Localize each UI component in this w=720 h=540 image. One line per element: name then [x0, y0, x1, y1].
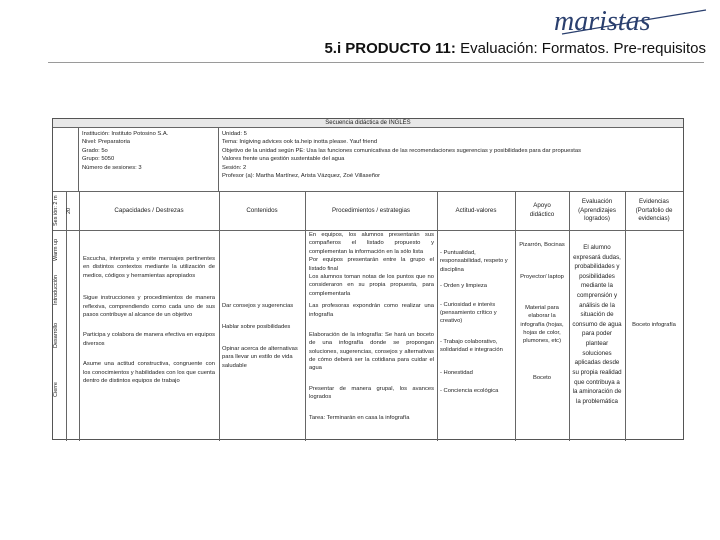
header-apoyo: Apoyo didáctico	[529, 202, 555, 218]
row-label-cierre: Cierre	[53, 382, 59, 398]
row-label-warmup: Warm up	[53, 238, 59, 262]
title-rest: Evaluación: Formatos. Pre-requisitos	[460, 40, 706, 57]
slide-number: 5.i	[324, 40, 342, 57]
group-line: Grupo: 5050	[82, 156, 115, 163]
actitud-item: - Trabajo colaborativo, solidaridad e integración	[440, 338, 503, 354]
apoyo-column	[517, 241, 567, 439]
header-divider	[48, 62, 704, 63]
procedimiento-item: Por equipos presentarán entre la grupo el listado final	[309, 257, 434, 272]
objective-line: Objetivo de la unidad según PE: Usa las funciones comunicativas de las recomendaciones sugerencias y posibilidades para dar propuestas	[222, 147, 581, 154]
contenidos-column	[222, 302, 302, 438]
slide-header	[0, 0, 720, 62]
header-actitud: Actitud-valores	[455, 206, 497, 214]
procedimiento-item: Presentar de manera grupal, los avances logrados	[309, 385, 434, 401]
actitud-column	[440, 249, 513, 439]
session-line: Sesión: 2	[222, 164, 247, 171]
topic-line: Tema: Inigiving advices ook ta.heip inotta please. Yauf friend	[222, 139, 378, 146]
capacidad-item: Asume una actitud constructiva, congruente con los conocimientos y habilidades con los que cuenta dentro de distintos equipos de trabajo	[83, 361, 215, 384]
header-capacidades: Capacidades / Destrezas	[114, 206, 184, 214]
level-line: Nivel: Preparatoria	[82, 139, 131, 146]
evaluacion-cell: El alumno expresará dudas, probabilidades y posibilidades mediante la comprensión y análisis de la situación de consumo de agua para poder plantear soluciones aplicadas desde su propia realidad que contribuya a la aminoración de la problemática	[572, 244, 622, 405]
row-label-session-min: 20	[66, 207, 72, 215]
row-label-desarrollo: Desarrollo	[53, 322, 59, 348]
procedimiento-item: Los alumnos toman notas de los puntos que no consideraron en su propia propuesta, para complementarla	[309, 273, 434, 297]
procedimiento-item: Las profesoras expondrán como realizar una infografía	[309, 303, 434, 318]
header-evaluacion: Evaluación (Aprendizajes logrados)	[578, 197, 616, 223]
header-contenidos: Contenidos	[246, 206, 278, 214]
procedimiento-item: Tarea: Terminarán en casa la infografía	[309, 414, 410, 421]
actitud-item: - Curiosidad e interés (pensamiento crítico y creativo)	[440, 301, 497, 325]
capacidad-item: Participa y colabora de manera efectiva en equipos diversos	[83, 332, 215, 347]
maristas-logo	[552, 4, 710, 38]
grade-line: Grado: 5o	[82, 147, 108, 154]
actitud-item: - Puntualidad, responsabilidad, respeto y disciplina	[440, 250, 508, 273]
capacidad-item: Sigue instrucciones y procedimientos de manera reflexiva, comprendiendo como cada uno de sus pasos contribuye al alcance de un objetivo	[83, 295, 215, 318]
institution-line: Institución: Instituto Potosino S.A.	[82, 131, 169, 137]
didactic-sequence-table	[52, 118, 684, 440]
info-spacer	[53, 128, 79, 192]
values-line: Valores frente una gestión sustentable del agua	[222, 156, 345, 163]
teachers-line: Profesor (a): Martha Martínez, Arista Vázquez, Zoé Villaseñor	[222, 172, 381, 179]
table-caption: Secuencia didáctica de INGLÉS	[53, 119, 683, 128]
contenido-item: Dar consejos y sugerencias	[222, 303, 294, 309]
title-bold: PRODUCTO 11:	[345, 40, 456, 57]
actitud-item: - Conciencia ecológica	[440, 387, 499, 394]
header-evidencias: Evidencias (Portafolio de evidencias)	[635, 197, 673, 223]
procedimiento-item: En equipos, los alumnos presentarán sus compañeros el listado propuesto y complementan la información en la sólo lista	[309, 232, 434, 255]
actitud-item: - Honestidad	[440, 369, 473, 376]
logo-text: maristas	[554, 6, 651, 37]
unit-line: Unidad: 5	[222, 131, 247, 137]
apoyo-item: Pizarrón, Bocinas	[519, 242, 565, 248]
header-procedimientos: Procedimientos / estrategias	[331, 206, 411, 214]
apoyo-item: Boceto	[532, 374, 552, 381]
procedimiento-item: Elaboración de la infografía: Se hará un boceto de una infografía donde se propongan soluciones, sugerencias, consejos y alternativas de cómo deberá ser la cotidiana para cuidar el agua	[309, 331, 434, 372]
actitud-item: - Orden y limpieza	[440, 283, 488, 290]
sessions-line: Número de sesiones: 3	[82, 164, 142, 171]
procedimientos-column	[309, 231, 434, 439]
capacidad-item: Escucha, interpreta y emite mensajes pertinentes en distintos contextos mediante la utilización de medios, códigos y herramientas apropiados	[83, 256, 215, 279]
row-label-intro: Introducción	[53, 275, 59, 305]
apoyo-item: Proyector/ laptop	[520, 274, 564, 281]
slide-title	[0, 40, 706, 57]
contenido-item: Hablar sobre posibilidades	[222, 324, 291, 331]
evidencias-cell: Boceto infografía	[632, 322, 676, 328]
capacidades-column	[83, 255, 215, 439]
institution-info	[79, 128, 219, 192]
unit-info	[219, 128, 683, 192]
contenido-item: Opinar acerca de alternativas para llevar un estilo de vida saludable	[222, 345, 298, 369]
apoyo-item: Material para elaborar la infografía (hojas, hojas de color, plumones, etc)	[520, 304, 564, 345]
row-label-session: Ses ión: 2 m	[53, 195, 59, 227]
